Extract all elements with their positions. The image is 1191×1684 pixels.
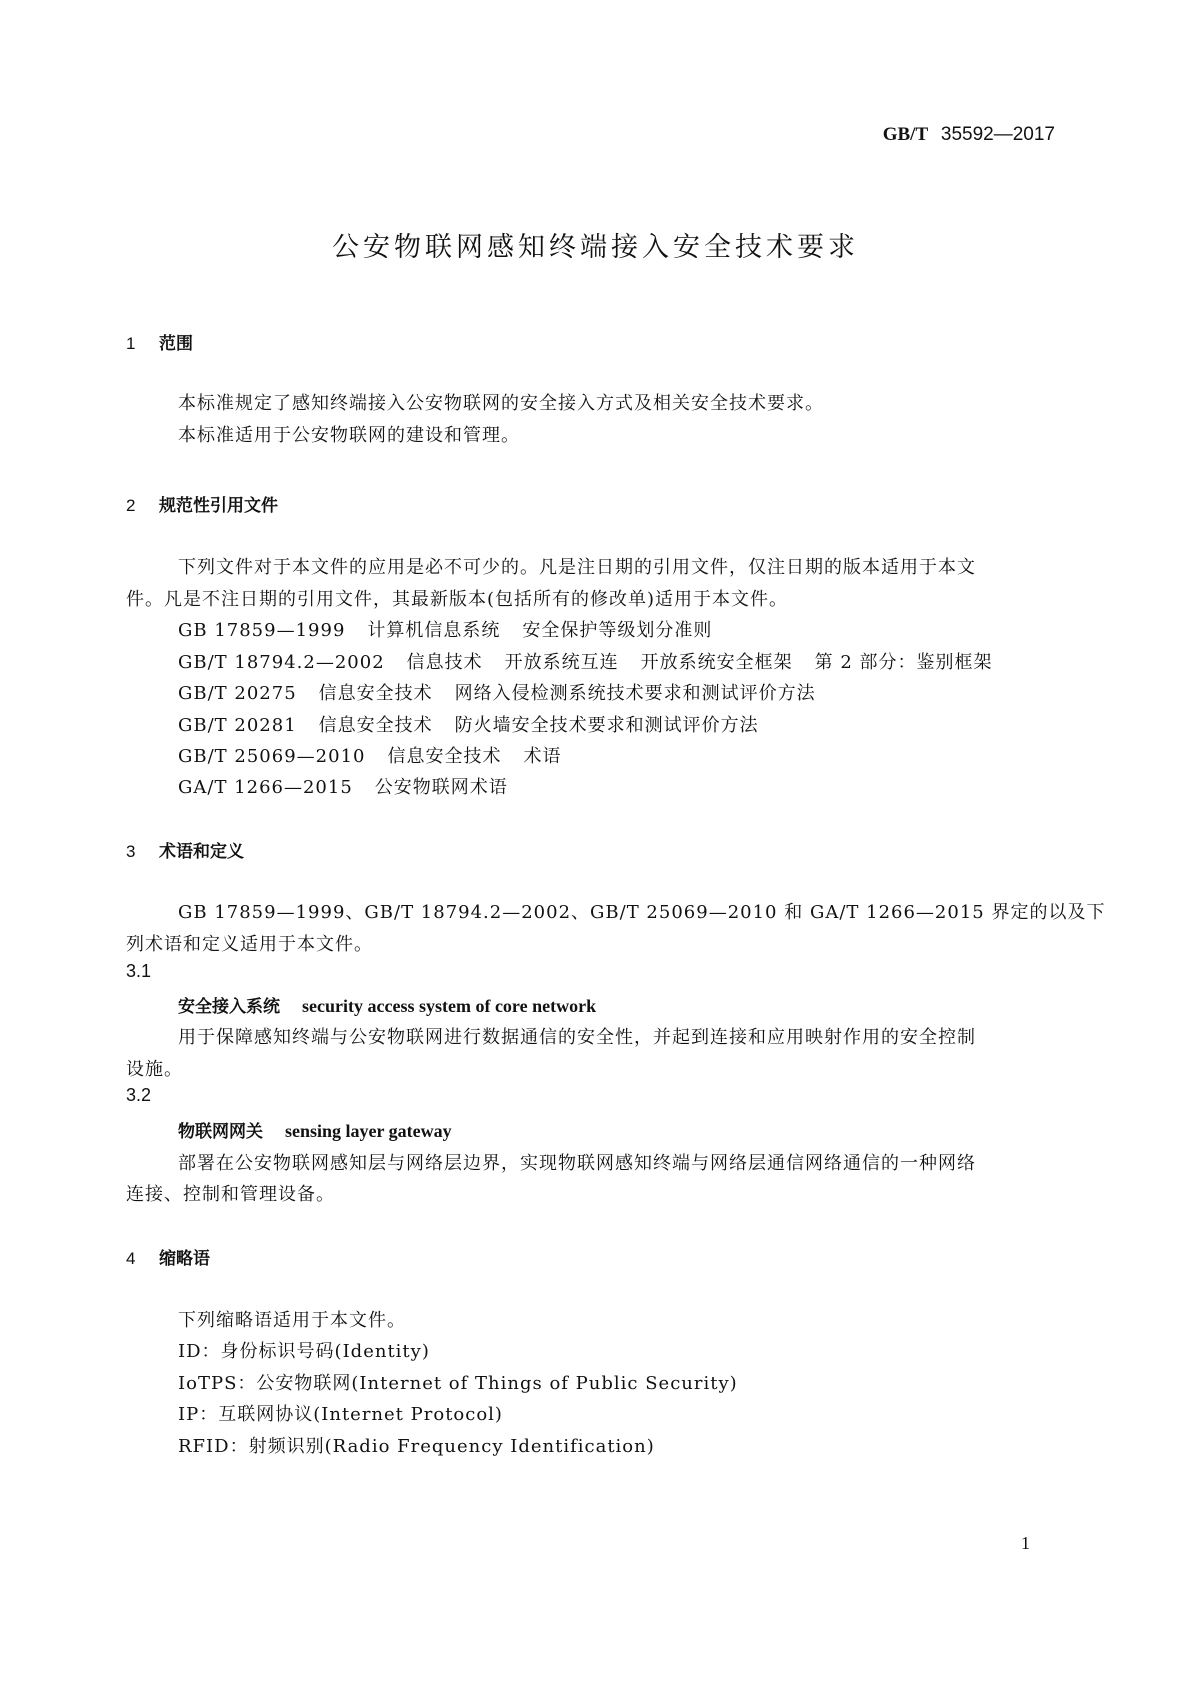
reference-title-part: 信息技术 [406, 652, 483, 673]
reference-title-part: 开放系统互连 [504, 652, 619, 673]
standard-code [883, 124, 1055, 146]
reference-title-part: 防火墙安全技术要求和测试评价方法 [454, 715, 759, 736]
paragraph: 本标准规定了感知终端接入公安物联网的安全接入方式及相关安全技术要求。 [178, 393, 824, 414]
standard-code-prefix: GB/T [882, 124, 929, 145]
section-number: 1 [126, 334, 136, 353]
term-number: 3.2 [126, 1085, 152, 1105]
reference-title-part: 信息安全技术 [387, 746, 502, 767]
reference-code: GB/T 25069—2010 [178, 746, 366, 767]
reference-title-part: 计算机信息系统 [367, 620, 501, 641]
paragraph: 本标准适用于公安物联网的建设和管理。 [178, 425, 520, 446]
term-chinese: 安全接入系统 [178, 997, 280, 1017]
reference-item [178, 773, 508, 799]
term-chinese: 物联网网关 [178, 1122, 263, 1142]
paragraph: GB 17859—1999、GB/T 18794.2—2002、GB/T 25069—2010 和 GA/T 1266—2015 界定的以及下 [178, 902, 1106, 923]
reference-item [178, 711, 759, 737]
reference-title-part: 信息安全技术 [318, 683, 433, 704]
term-definition: 用于保障感知终端与公安物联网进行数据通信的安全性，并起到连接和应用映射作用的安全控制 [178, 1027, 976, 1048]
reference-item [178, 742, 561, 768]
section-title: 术语和定义 [159, 842, 244, 862]
section-title: 规范性引用文件 [159, 496, 278, 516]
section-title: 缩略语 [159, 1249, 210, 1269]
reference-code: GB/T 20281 [178, 715, 297, 736]
reference-item [178, 679, 816, 705]
term-definition: 部署在公安物联网感知层与网络层边界，实现物联网感知终端与网络层通信网络通信的一种网络 [178, 1153, 976, 1174]
term-heading [178, 1117, 452, 1142]
reference-title-part: 信息安全技术 [318, 715, 433, 736]
term-definition-continuation: 设施。 [126, 1059, 183, 1080]
reference-code: GB 17859—1999 [178, 620, 346, 641]
reference-item [178, 648, 993, 674]
term-definition-continuation: 连接、控制和管理设备。 [126, 1184, 335, 1205]
section-number: 4 [126, 1249, 136, 1268]
section-1-heading [126, 329, 193, 354]
section-number: 3 [126, 842, 136, 861]
reference-code: GA/T 1266—2015 [178, 777, 353, 798]
abbreviation-item: ID：身份标识号码(Identity) [178, 1341, 430, 1362]
paragraph: 下列缩略语适用于本文件。 [178, 1310, 406, 1331]
reference-title-part: 第 2 部分：鉴别框架 [814, 652, 993, 673]
paragraph-continuation: 列术语和定义适用于本文件。 [126, 934, 373, 955]
section-2-heading [126, 491, 278, 516]
term-heading [178, 992, 596, 1017]
standard-code-number: 35592—2017 [940, 124, 1055, 145]
reference-title-part: 网络入侵检测系统技术要求和测试评价方法 [454, 683, 816, 704]
term-number: 3.1 [126, 961, 152, 981]
reference-title-part: 公安物联网术语 [374, 777, 508, 798]
term-english: security access system of core network [302, 996, 597, 1016]
section-title: 范围 [159, 334, 193, 354]
abbreviation-item: IP：互联网协议(Internet Protocol) [178, 1404, 503, 1425]
section-3-heading [126, 837, 244, 862]
reference-code: GB/T 20275 [178, 683, 297, 704]
term-english: sensing layer gateway [285, 1121, 452, 1141]
document-title: 公安物联网感知终端接入安全技术要求 [332, 232, 859, 263]
reference-item [178, 616, 712, 642]
section-4-heading [126, 1244, 210, 1269]
reference-title-part: 术语 [523, 746, 562, 767]
reference-title-part: 安全保护等级划分准则 [522, 620, 713, 641]
section-number: 2 [126, 496, 136, 515]
abbreviation-item: RFID：射频识别(Radio Frequency Identification) [178, 1436, 655, 1457]
paragraph: 下列文件对于本文件的应用是必不可少的。凡是注日期的引用文件，仅注日期的版本适用于本文 [178, 557, 976, 578]
reference-code: GB/T 18794.2—2002 [178, 652, 385, 673]
reference-title-part: 开放系统安全框架 [640, 652, 793, 673]
paragraph-continuation: 件。凡是不注日期的引用文件，其最新版本(包括所有的修改单)适用于本文件。 [126, 589, 789, 610]
abbreviation-item: IoTPS：公安物联网(Internet of Things of Public Security) [178, 1373, 738, 1394]
page-number: 1 [1021, 1533, 1030, 1553]
